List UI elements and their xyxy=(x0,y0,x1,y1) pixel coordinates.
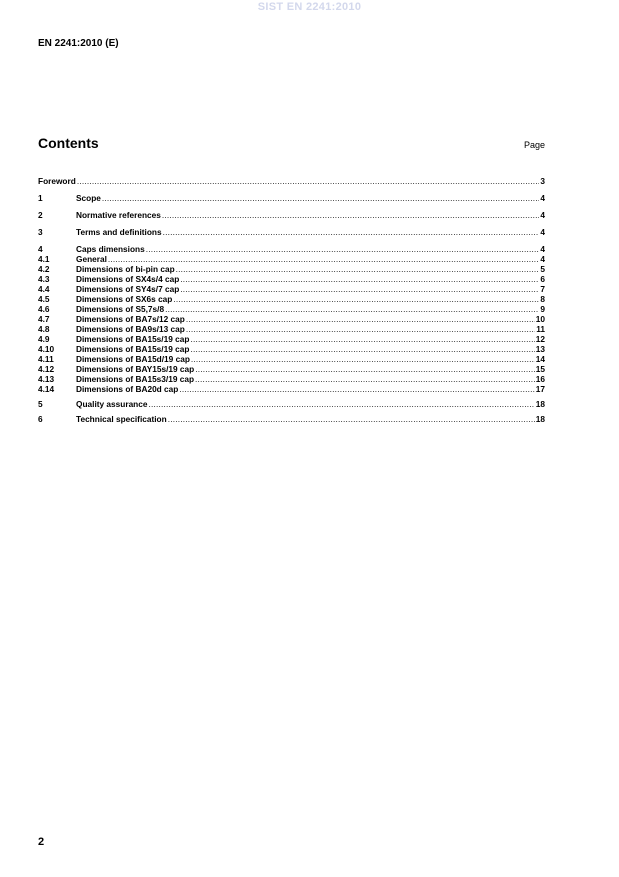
toc-entry[interactable] xyxy=(38,374,545,384)
toc-entry-number: 4.6 xyxy=(38,304,50,314)
toc-entry-title: Dimensions of SX4s/4 cap xyxy=(76,274,180,284)
toc-entry-title: Technical specification xyxy=(76,414,167,424)
toc-entry[interactable] xyxy=(38,354,545,364)
toc-entry-number: 4.10 xyxy=(38,344,55,354)
toc-entry[interactable] xyxy=(38,210,545,220)
toc-leader-dots xyxy=(108,254,539,264)
toc-entry[interactable] xyxy=(38,334,545,344)
toc-entry-number: 4.2 xyxy=(38,264,50,274)
toc-leader-dots xyxy=(190,344,534,354)
toc-entry-number: 4.3 xyxy=(38,274,50,284)
toc-entry-title: Foreword xyxy=(38,176,76,186)
toc-entry-number: 4.14 xyxy=(38,384,55,394)
toc-entry-number: 5 xyxy=(38,399,43,409)
toc-entry-title: Terms and definitions xyxy=(76,227,162,237)
toc-leader-dots xyxy=(195,364,535,374)
toc-entry-page: 4 xyxy=(540,210,545,220)
toc-entry-number: 3 xyxy=(38,227,43,237)
toc-entry-number: 4.5 xyxy=(38,294,50,304)
toc-entry-number: 6 xyxy=(38,414,43,424)
toc-entry[interactable] xyxy=(38,294,545,304)
toc-entry[interactable] xyxy=(38,274,545,284)
toc-leader-dots xyxy=(180,274,539,284)
toc-leader-dots xyxy=(162,210,540,220)
toc-entry[interactable] xyxy=(38,364,545,374)
toc-entry-number: 4.12 xyxy=(38,364,55,374)
page-column-label: Page xyxy=(523,140,545,150)
toc-leader-dots xyxy=(102,193,539,203)
toc-entry[interactable] xyxy=(38,264,545,274)
toc-entry-title: Dimensions of BA15d/19 cap xyxy=(76,354,190,364)
toc-entry-title: Caps dimensions xyxy=(76,244,145,254)
toc-leader-dots xyxy=(195,374,535,384)
toc-entry-page: 4 xyxy=(540,244,545,254)
toc-entry-number: 4.1 xyxy=(38,254,50,264)
table-of-contents xyxy=(38,176,545,424)
toc-leader-dots xyxy=(168,414,535,424)
toc-leader-dots xyxy=(165,304,539,314)
toc-entry-number: 4.9 xyxy=(38,334,50,344)
toc-entry-number: 1 xyxy=(38,193,43,203)
toc-entry-page: 8 xyxy=(540,294,545,304)
toc-leader-dots xyxy=(179,384,534,394)
toc-entry-page: 13 xyxy=(535,344,545,354)
toc-entry-page: 18 xyxy=(535,399,545,409)
toc-leader-dots xyxy=(173,294,539,304)
toc-entry[interactable] xyxy=(38,254,545,264)
toc-entry-number: 4 xyxy=(38,244,43,254)
toc-entry-title: Dimensions of BA15s3/19 cap xyxy=(76,374,195,384)
toc-leader-dots xyxy=(77,176,540,186)
toc-entry-page: 4 xyxy=(540,193,545,203)
toc-entry-number: 4.4 xyxy=(38,284,50,294)
toc-entry-title: General xyxy=(76,254,107,264)
toc-leader-dots xyxy=(180,284,539,294)
toc-entry-page: 9 xyxy=(540,304,545,314)
toc-entry[interactable] xyxy=(38,399,545,409)
toc-entry-title: Dimensions of BAY15s/19 cap xyxy=(76,364,195,374)
toc-entry-page: 7 xyxy=(540,284,545,294)
toc-entry-number: 4.8 xyxy=(38,324,50,334)
toc-entry-page: 16 xyxy=(535,374,545,384)
toc-leader-dots xyxy=(190,334,534,344)
toc-entry-title: Dimensions of BA15s/19 cap xyxy=(76,334,190,344)
toc-entry-title: Dimensions of S5,7s/8 xyxy=(76,304,165,314)
toc-entry[interactable] xyxy=(38,284,545,294)
toc-entry-title: Normative references xyxy=(76,210,161,220)
toc-leader-dots xyxy=(176,264,540,274)
toc-entry[interactable] xyxy=(38,227,545,237)
toc-entry-page: 17 xyxy=(535,384,545,394)
toc-entry[interactable] xyxy=(38,344,545,354)
toc-entry-page: 12 xyxy=(535,334,545,344)
toc-entry-title: Dimensions of bi-pin cap xyxy=(76,264,175,274)
toc-leader-dots xyxy=(146,244,540,254)
toc-entry[interactable] xyxy=(38,304,545,314)
toc-entry-page: 4 xyxy=(540,227,545,237)
toc-entry-page: 3 xyxy=(540,176,545,186)
toc-leader-dots xyxy=(148,399,534,409)
toc-entry-title: Dimensions of SX6s cap xyxy=(76,294,173,304)
toc-entry[interactable] xyxy=(38,193,545,203)
toc-entry-number: 4.13 xyxy=(38,374,55,384)
toc-entry-page: 10 xyxy=(535,314,545,324)
toc-entry-page: 14 xyxy=(535,354,545,364)
toc-entry-number: 4.7 xyxy=(38,314,50,324)
toc-entry[interactable] xyxy=(38,414,545,424)
toc-entry-page: 15 xyxy=(535,364,545,374)
toc-entry-page: 6 xyxy=(540,274,545,284)
page-number: 2 xyxy=(38,836,45,848)
toc-entry[interactable] xyxy=(38,324,545,334)
toc-leader-dots xyxy=(186,324,535,334)
toc-entry[interactable] xyxy=(38,384,545,394)
toc-entry-title: Dimensions of BA20d cap xyxy=(76,384,179,394)
toc-leader-dots xyxy=(163,227,540,237)
toc-entry-title: Dimensions of SY4s/7 cap xyxy=(76,284,180,294)
toc-entry-page: 4 xyxy=(540,254,545,264)
toc-entry[interactable] xyxy=(38,176,545,186)
toc-entry-title: Scope xyxy=(76,193,101,203)
toc-entry-title: Dimensions of BA9s/13 cap xyxy=(76,324,185,334)
toc-entry-page: 5 xyxy=(540,264,545,274)
contents-heading: Contents xyxy=(38,135,99,151)
toc-leader-dots xyxy=(186,314,535,324)
toc-entry-number: 2 xyxy=(38,210,43,220)
toc-leader-dots xyxy=(191,354,535,364)
toc-entry-title: Dimensions of BA15s/19 cap xyxy=(76,344,190,354)
toc-entry-page: 11 xyxy=(536,324,545,334)
toc-entry-title: Dimensions of BA7s/12 cap xyxy=(76,314,185,324)
toc-entry[interactable] xyxy=(38,314,545,324)
toc-entry-page: 18 xyxy=(535,414,545,424)
toc-entry-title: Quality assurance xyxy=(76,399,148,409)
document-id: EN 2241:2010 (E) xyxy=(38,38,119,49)
watermark: SIST EN 2241:2010 xyxy=(257,1,362,13)
toc-entry-number: 4.11 xyxy=(38,354,54,364)
toc-entry[interactable] xyxy=(38,244,545,254)
